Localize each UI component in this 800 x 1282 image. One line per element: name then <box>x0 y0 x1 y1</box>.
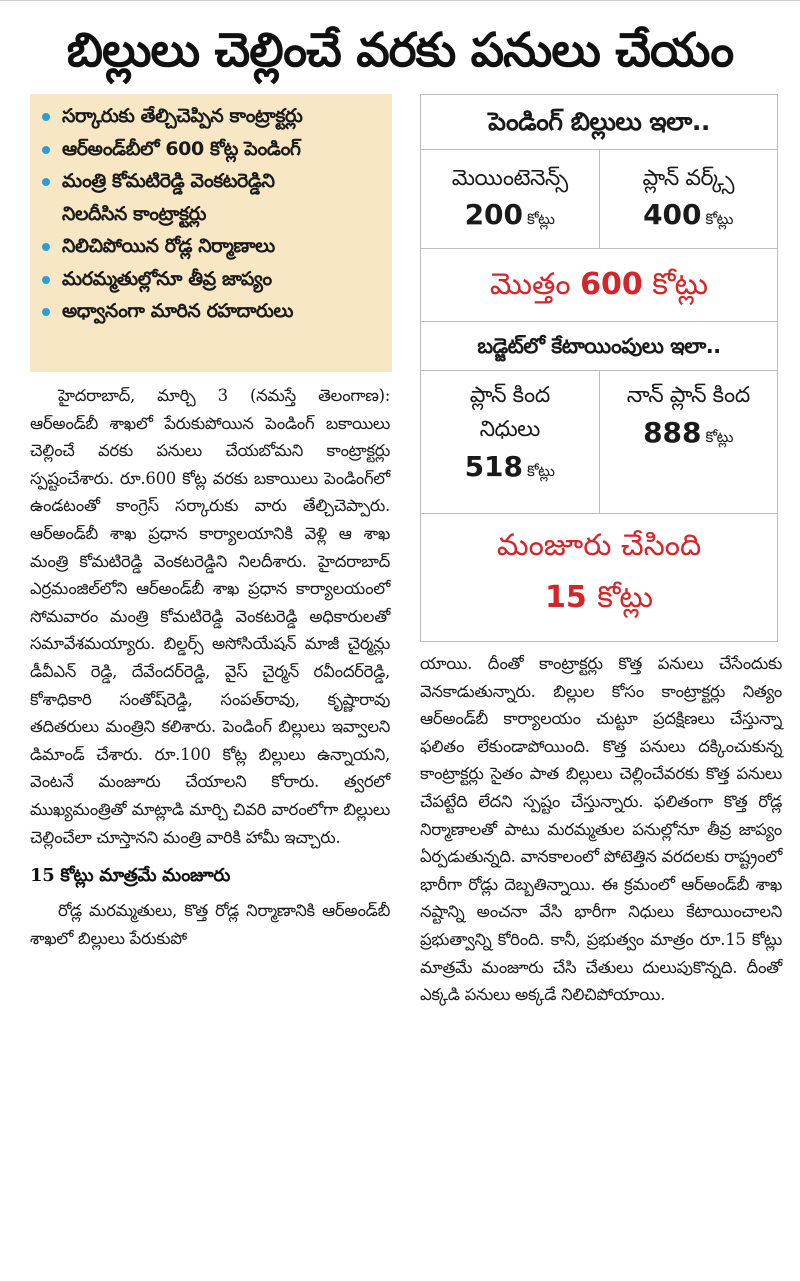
highlight-item <box>42 165 384 198</box>
total-amount: 600 <box>580 267 643 302</box>
page-headline: బిల్లులు చెల్లించే వరకు పనులు చేయం <box>66 23 734 78</box>
bullet-dot-icon <box>42 113 50 121</box>
article-paragraph: రోడ్ల మరమ్మతులు, కొత్త రోడ్ల నిర్మాణానికి ఆర్‌అండ్‌బీ శాఖలో బిల్లులు పేరుకుపో <box>30 901 390 948</box>
article-paragraph-continued: యాయి. దీంతో కాంట్రాక్టర్లు కొత్త పనులు చేసేందుకు వెనకాడుతున్నారు. బిల్లుల కోసం కాంట్రాక్టర్లు నిత్యం ఆర్‌అండ్‌బీ కార్యాలయం చుట్టూ ప్రదక్షిణలు చేస్తున్నా ఫలితం లేకుండాపోయింది. కొత్త పనులు దక్కించుకున్న కాంట్రాక్టర్లు సైతం పాత బిల్లులు చెల్లించేవరకు కొత్త పనులు చేపట్టేది లేదని స్పష్టం చేస్తున్నారు. ఫలితంగా కొత్త రోడ్ల నిర్మాణాలతో పాటు మరమ్మతుల పనుల్లోనూ తీవ్ర జాప్యం ఏర్పడుతున్నది. వానకాలంలో పోటెత్తిన వరదలకు రాష్ట్రంలో భారీగా రోడ్లు దెబ్బతిన్నాయి. ఈ క్రమంలో ఆర్‌అండ్‌బీ శాఖ నష్టాన్ని అంచనా వేసి భారీగా నిధులు కేటాయించాలని ప్రభుత్వాన్ని కోరింది. కానీ, ప్రభుత్వం మాత్రం రూ.15 కోట్లు మాత్రమే మంజూరు చేసి చేతులు దులుపుకొన్నది. దీంతో ఎక్కడి పనులు అక్కడే నిలిచిపోయాయి. <box>420 654 782 1005</box>
highlight-item <box>42 295 384 328</box>
highlight-text: మంత్రి కోమటిరెడ్డి వెంకటరెడ్డిని <box>62 170 275 192</box>
bullet-dot-icon <box>42 146 50 154</box>
bullet-dot-icon <box>42 243 50 251</box>
top-rule <box>0 0 800 7</box>
highlight-text: మరమ్మతుల్లోనూ తీవ్ర జాప్యం <box>62 267 272 290</box>
total-unit: కోట్లు <box>652 267 709 302</box>
highlight-item <box>42 100 384 133</box>
plan-works-label: ప్లాన్ వర్క్స్ <box>642 166 734 191</box>
maintenance-amount: 200 కోట్లు <box>464 198 555 231</box>
bills-infobox <box>420 94 778 642</box>
pending-bills-title: పెండింగ్ బిల్లులు ఇలా.. <box>421 95 777 150</box>
plan-funds-amount: 518 కోట్లు <box>464 450 555 483</box>
highlights-list <box>42 100 384 328</box>
bullet-dot-icon <box>42 276 50 284</box>
bullet-dot-icon <box>42 308 50 316</box>
nonplan-label: నాన్ ప్లాన్ కింద <box>626 383 750 408</box>
plan-works-amount: 400 కోట్లు <box>643 198 734 231</box>
highlight-item <box>42 230 384 263</box>
highlight-text: అధ్వానంగా మారిన రహదారులు <box>62 300 294 322</box>
plan-works-cell <box>599 150 778 248</box>
highlight-item-continuation <box>42 198 384 231</box>
article-column-left <box>30 382 390 952</box>
plan-funds-label: ప్లాన్ కింద నిధులు <box>469 383 550 442</box>
article-paragraph: హైదరాబాద్, మార్చి 3 (నమస్తే తెలంగాణ): ఆర్‌అండ్‌బీ శాఖలో పేరుకుపోయిన పెండింగ్ బకాయిలు చెల్లించే వరకు పనులు చేయబోమని కాంట్రాక్టర్లు స్పష్టంచేశారు. రూ.600 కోట్ల వరకు బకాయిలు పెండింగ్‌లో ఉండటంతో కాంగ్రెస్ సర్కారుకు వారు తేల్చిచెప్పారు. ఆర్‌అండ్‌బీ శాఖ ప్రధాన కార్యాలయానికి వెళ్లి ఆ శాఖ మంత్రి కోమటిరెడ్డి వెంకటరెడ్డిని నిలదీశారు. హైదరాబాద్ ఎర్రమంజిల్‌లోని ఆర్‌అండ్‌బీ శాఖ ప్రధాన కార్యాలయంలో సోమవారం మంత్రి కోమటిరెడ్డి వెంకటరెడ్డి అధికారులతో సమావేశమయ్యారు. బిల్డర్స్ అసోసియేషన్ మాజీ చైర్మన్లు డీవీఎన్ రెడ్డి, దేవేందర్‌రెడ్డి, వైస్ చైర్మన్ రవీందర్‌రెడ్డి, కోశాధికారి సంతోష్‌రెడ్డి, సంపత్‌రావు, కృష్ణారావు తదితరులు మంత్రిని కలిశారు. పెండింగ్ బిల్లులు ఇవ్వాలని డిమాండ్ చేశారు. రూ.100 కోట్ల బిల్లులు ఉన్నాయని, వెంటనే మంజూరు చేయాలని కోరారు. త్వరలో ముఖ్యమంత్రితో మాట్లాడి మార్చి చివరి వారంలోగా బిల్లులు చెల్లించేలా చూస్తానని మంత్రి వారికి హామీ ఇచ్చారు. <box>30 386 390 847</box>
budget-allocation-title: బడ్జెట్‌లో కేటాయింపులు ఇలా.. <box>421 322 777 371</box>
highlight-text: నిలదీసిన కాంట్రాక్టర్లు <box>62 202 207 225</box>
article-subhead: 15 కోట్లు మాత్రమే మంజూరు <box>30 865 231 887</box>
highlight-item <box>42 263 384 296</box>
nonplan-amount: 888 కోట్లు <box>643 416 734 449</box>
highlight-text: సర్కారుకు తేల్చిచెప్పిన కాంట్రాక్టర్లు <box>62 105 303 127</box>
pending-breakdown-row <box>421 150 777 249</box>
maintenance-cell <box>421 150 599 248</box>
highlight-text: ఆర్‌అండ్‌బీలో 600 కోట్ల పెండింగ్ <box>62 137 301 160</box>
highlight-text: నిలిచిపోయిన రోడ్ల నిర్మాణాలు <box>62 235 275 257</box>
total-prefix: మొత్తం <box>489 267 571 302</box>
sanctioned-amount: 15 కోట్లు <box>545 580 653 615</box>
total-pending <box>421 249 777 322</box>
highlight-item <box>42 133 384 166</box>
plan-funds-cell <box>421 371 599 513</box>
maintenance-label: మెయింటెనెన్స్ <box>451 166 568 191</box>
bullet-dot-icon <box>42 178 50 186</box>
nonplan-cell <box>599 371 778 513</box>
highlights-panel <box>30 94 392 372</box>
budget-breakdown-row <box>421 371 777 514</box>
sanctioned-label: మంజూరు చేసింది <box>496 528 702 563</box>
sanctioned-block <box>421 514 777 624</box>
article-column-right <box>420 650 782 1009</box>
